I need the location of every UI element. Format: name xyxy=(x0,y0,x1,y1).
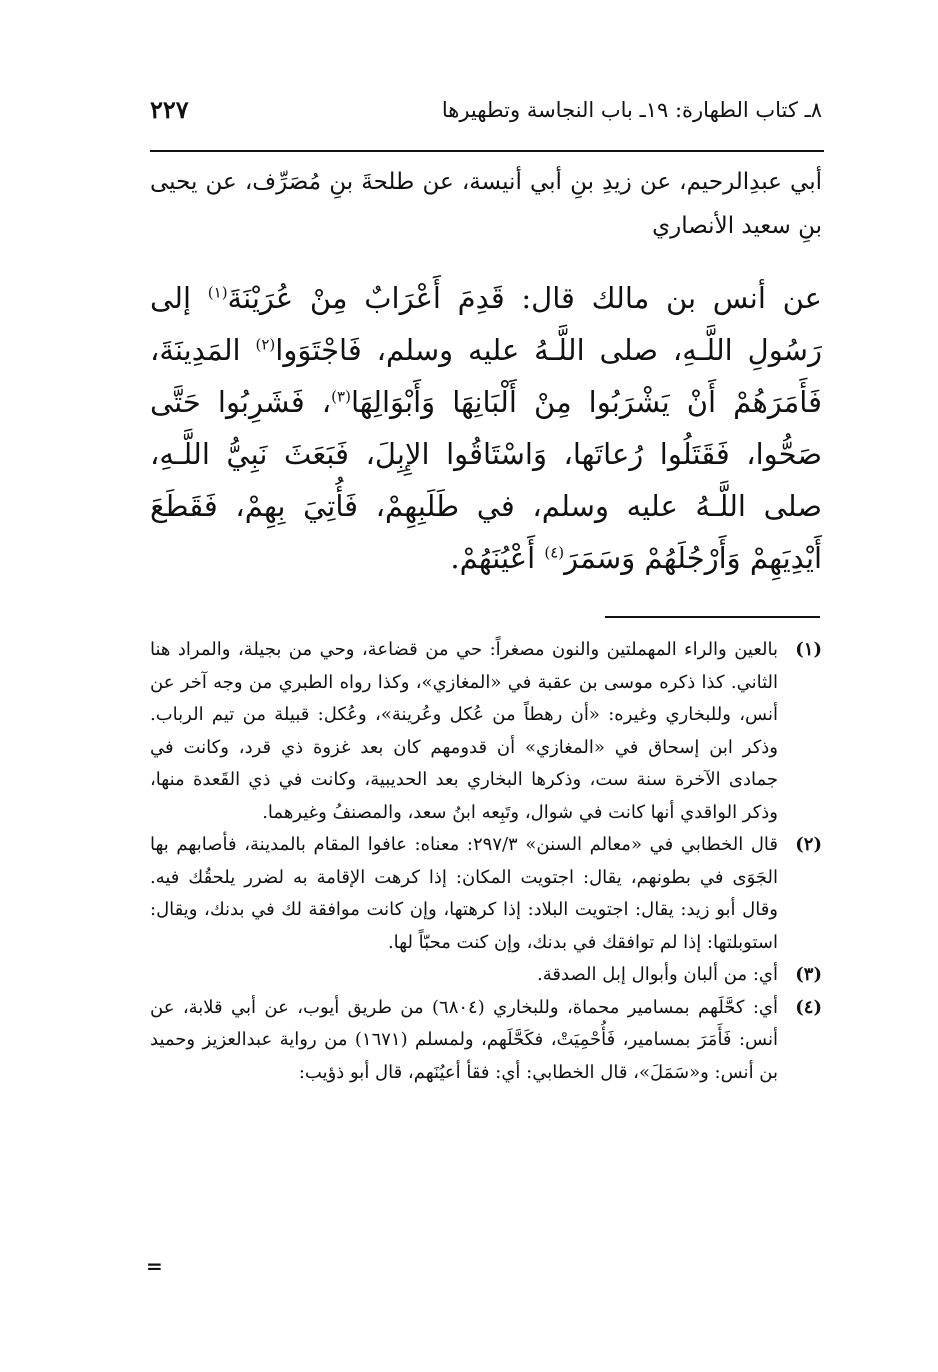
hadith-part: إلى رَسُولِ اللَّـهِ، صلى اللَّـهُ عليه وسلم، فَاجْتَوَوا xyxy=(150,281,822,367)
footnote xyxy=(150,829,822,959)
isnad-text: أبي عبدِالرحيم، عن زيدِ بنِ أبي أنيسة، عن طلحةَ بنِ مُصَرِّف، عن يحيى بنِ سعيد الأنصاري xyxy=(150,169,822,239)
footnote-text: قال الخطابي في «معالم السنن» ٢٩٧/٣: معناه: عافوا المقام بالمدينة، فأصابهم بها الجَوَى في بطونهم، يقال: اجتويت المكان: إذا كرهت الإقامة به لضرر يلحقُك فيه. وقال أبو زيد: يقال: اجتويت البلاد: إذا كرهتها، وإن كانت موافقة لك في بدنك، ويقال: استوبلتها: إذا لم توافقك في بدنك، وإن كنت محبّاً لها. xyxy=(150,834,778,953)
footnotes-section xyxy=(150,634,822,1089)
footnote-number: (٢) xyxy=(795,834,822,855)
page-header xyxy=(150,92,822,132)
hadith-text xyxy=(150,272,822,584)
page-number: ٢٢٧ xyxy=(150,95,189,124)
footnote-number: (١) xyxy=(795,639,822,660)
footnote-ref: (٣) xyxy=(331,387,351,406)
footnote-number: (٤) xyxy=(795,996,822,1018)
footnote-divider xyxy=(605,616,820,618)
footnote-ref: (٤) xyxy=(544,543,565,562)
footnote xyxy=(150,992,822,1090)
header-divider xyxy=(150,150,824,152)
footnote-text: بالعين والراء المهملتين والنون مصغراً: حي من قضاعة، وحي من بجيلة، والمراد هنا الثاني. كذا ذكره موسى بن عقبة في «المغازي»، وكذا رواه الطبري من وجه آخر عن أنس، وللبخاري وغيره: «أن رهطاً من عُكل وعُرينة»، وعُكل: قبيلة من تيم الرباب. وذكر ابن إسحاق في «المغازي» أن قدومهم كان بعد غزوة ذي قرد، وكانت في جمادى الآخرة سنة ست، وذكرها البخاري بعد الحديبية، وكانت في ذي القَعدة منها، وذكر الواقدي أنها كانت في شوال، وتَبِعه ابنُ سعد، والمصنفُ وغيرهما. xyxy=(150,639,778,823)
footnote-ref: (٢) xyxy=(255,335,276,354)
hadith-part: عن أنس بن مالك قال: قَدِمَ أَعْرَابٌ مِنْ عُرَيْنَةَ xyxy=(227,281,822,315)
footnote xyxy=(150,634,822,829)
footnote xyxy=(150,959,822,992)
hadith-part: أَعْيُنَهُمْ. xyxy=(450,541,545,575)
footnote-number: (٣) xyxy=(795,964,822,985)
hadith-part: المَدِينَةَ، فَأَمَرَهُمْ أَنْ يَشْرَبُوا مِنْ أَلْبَانِهَا وَأَبْوَالِهَا xyxy=(150,333,822,419)
footnote-ref: (١) xyxy=(207,283,228,302)
continuation-mark: = xyxy=(146,1254,163,1278)
footnote-text: أي: من ألبان وأبوال إبل الصدقة. xyxy=(537,964,778,985)
hadith-part: ، فَشَرِبُوا حَتَّى صَحُّوا، فَقَتَلُوا رُعاتَها، وَاسْتَاقُوا الإِبِلَ، فَبَعَثَ نَبِيُّ اللَّـهِ، صلى اللَّـهُ عليه وسلم، في طَلَبِهِمْ، فَأُتِيَ بِهِمْ، فَقَطَعَ أَيْدِيَهِمْ وَأَرْجُلَهُمْ وَسَمَرَ xyxy=(150,385,822,575)
footnote-text: أي: كحَّلَهم بمسامير محماة، وللبخاري (٦٨٠٤) من طريق أيوب، عن أبي قلابة، عن أنس: فَأَمَرَ بمسامير، فَأُحْمِيَتْ، فكَحَّلَهم، ولمسلم (١٦٧١) من رواية عبدالعزيز وحميد بن أنس: و«سَمَلَ»، قال الخطابي: أي: فقأ أعيُنَهم، قال أبو ذؤيب: xyxy=(150,996,778,1083)
running-title: ٨ـ كتاب الطهارة: ١٩ـ باب النجاسة وتطهيرها xyxy=(441,98,822,122)
